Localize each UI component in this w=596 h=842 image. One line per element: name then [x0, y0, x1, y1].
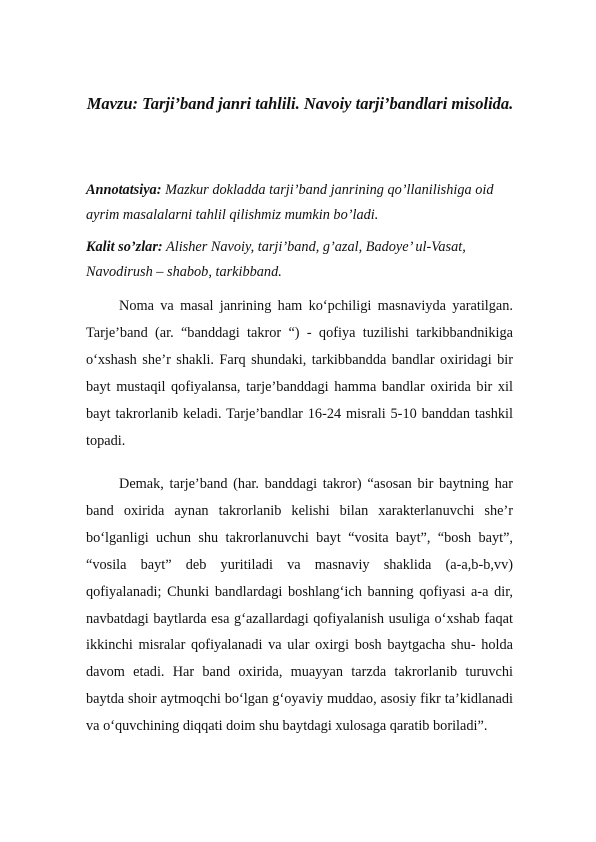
body-paragraph: Demak, tarje’band (har. banddagi takror) “asosan bir baytning har band oxirida aynan takrorlanib kelishi bilan xarakterlanuvchi she’r bo‘lganligi uchun shu takrorlanuvchi bayt “vosita bayt”, “bosh bayt”, “vosila bayt” deb yuritiladi va masnaviy shaklida (a-a,b-b,vv) qofiyalanadi; Chunki bandlardagi boshlang‘ich banning qofiyasi a-a dir, navbatdagi baytlarda esa g‘azallardagi qofiyalanish usuliga o‘xshab faqat ikkinchi misralar qofiyalanadi va ular oxirgi bosh baytgacha shu- holda davom etadi. Har band oxirida, muayyan tarzda takrorlanib turuvchi baytda shoir aytmoqchi bo‘lgan g‘oyaviy muddao, asosiy fikr ta’kidlanadi va o‘quvchining diqqati doim shu baytdagi xulosaga qaratib boriladi”.	[86, 476, 513, 735]
document-title: Mavzu: Tarji’band janri tahlili. Navoiy tarji’bandlari misolida.	[86, 94, 514, 113]
body-paragraph: Noma va masal janrining ham ko‘pchiligi masnaviyda yaratilgan. Tarje’band (ar. “banddagi takror “) - qofiya tuzilishi tarkibbandnikiga o‘xshash she’r shakli. Farq shundaki, tarkibbandda bandlar oxiridagi bir bayt mustaqil qofiyalansa, tarje’banddagi hamma bandlar oxirida bir xil bayt takrorlanib keladi. Tarje’bandlar 16-24 misrali 5-10 banddan tashkil topadi.	[86, 298, 513, 449]
annotation-block	[86, 178, 526, 228]
keywords-block	[86, 235, 526, 285]
annotation-text: Mazkur dokladda tarji’band janrining qo’llanilishiga oid ayrim masalalarni tahlil qilishmiz mumkin bo’ladi.	[86, 182, 494, 223]
keywords-label: Kalit so’zlar:	[86, 239, 163, 255]
annotation-label: Annotatsiya:	[86, 182, 162, 198]
keywords-text: Alisher Navoiy, tarji’band, g’azal, Badoye’ ul-Vasat, Navodirush – shabob, tarkibband.	[86, 239, 466, 280]
